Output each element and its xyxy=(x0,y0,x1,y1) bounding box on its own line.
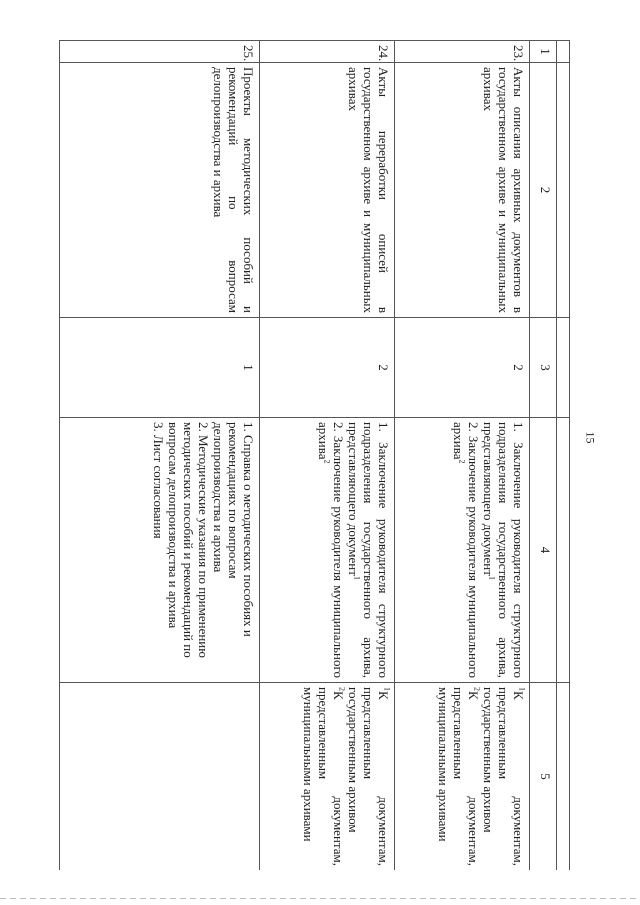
rotated-document xyxy=(40,40,570,870)
document-item: 1. Заключение руководителя структурного подразделения государственного архива, представляющего документ$^1$ xyxy=(481,422,526,678)
table-row xyxy=(395,41,530,871)
column-header: 5 xyxy=(530,683,557,871)
strip-cell xyxy=(557,63,570,318)
row-notes xyxy=(395,683,530,871)
column-header: 3 xyxy=(530,318,557,418)
footnote-mark: 1 xyxy=(517,687,527,691)
document-canvas xyxy=(40,40,570,870)
column-header: 4 xyxy=(530,418,557,683)
table-top-strip xyxy=(557,41,570,871)
column-header: 1 xyxy=(530,41,557,63)
note-item: $^2$К документам, представленным муниципальными архивами xyxy=(436,687,482,866)
page-number: 15 xyxy=(583,431,598,444)
note-item: $^1$К документам, представленным государственным архивом xyxy=(481,687,527,866)
scan-edge-line xyxy=(0,898,640,899)
table-header-row xyxy=(530,41,557,871)
table-row xyxy=(260,41,395,871)
footnote-mark: 2 xyxy=(322,459,332,464)
footnote-mark: 1 xyxy=(487,575,497,580)
footnote-mark: 2 xyxy=(337,687,347,691)
row-notes xyxy=(60,683,260,871)
row-documents xyxy=(260,418,395,683)
strip-cell xyxy=(557,41,570,63)
document-item: 2. Заключение руководителя муниципального архива$^2$ xyxy=(451,422,481,678)
row-number: 23. xyxy=(395,41,530,63)
document-item: 1. Заключение руководителя структурного подразделения государственного архива, представляющего документ$^1$ xyxy=(346,422,391,678)
strip-cell xyxy=(557,683,570,871)
note-item: $^2$К документам, представленным муниципальными архивами xyxy=(301,687,347,866)
row-name: Акты описания архивных документов в государственном архиве и муниципальных архивах xyxy=(395,63,530,318)
row-name: Проекты методических пособий и рекомендаций по вопросам делопроизводства и архива xyxy=(60,63,260,318)
row-count: 2 xyxy=(395,318,530,418)
row-documents xyxy=(60,418,260,683)
strip-cell xyxy=(557,418,570,683)
row-documents xyxy=(395,418,530,683)
row-count: 1 xyxy=(60,318,260,418)
strip-cell xyxy=(557,318,570,418)
footnote-mark: 2 xyxy=(457,459,467,464)
row-notes xyxy=(260,683,395,871)
row-number: 25. xyxy=(60,41,260,63)
footnote-mark: 2 xyxy=(472,687,482,691)
row-name: Акты переработки описей в государственном архиве и муниципальных архивах xyxy=(260,63,395,318)
document-item: 1. Справка о методических пособиях и рекомендациях по вопросам делопроизводства и архива xyxy=(211,422,256,637)
footnote-mark: 1 xyxy=(382,687,392,691)
row-count: 2 xyxy=(260,318,395,418)
note-item: $^1$К документам, представленным государственным архивом xyxy=(346,687,392,866)
table-row xyxy=(60,41,260,871)
footnote-mark: 1 xyxy=(352,575,362,580)
column-header: 2 xyxy=(530,63,557,318)
row-number: 24. xyxy=(260,41,395,63)
document-item: 2. Методические указания по применению методических пособий и рекомендаций по вопросам делопроизводства и архива xyxy=(166,422,211,658)
document-item: 2. Заключение руководителя муниципального архива$^2$ xyxy=(316,422,346,678)
registry-table xyxy=(59,40,570,870)
document-item: 3. Лист согласования xyxy=(151,422,166,539)
